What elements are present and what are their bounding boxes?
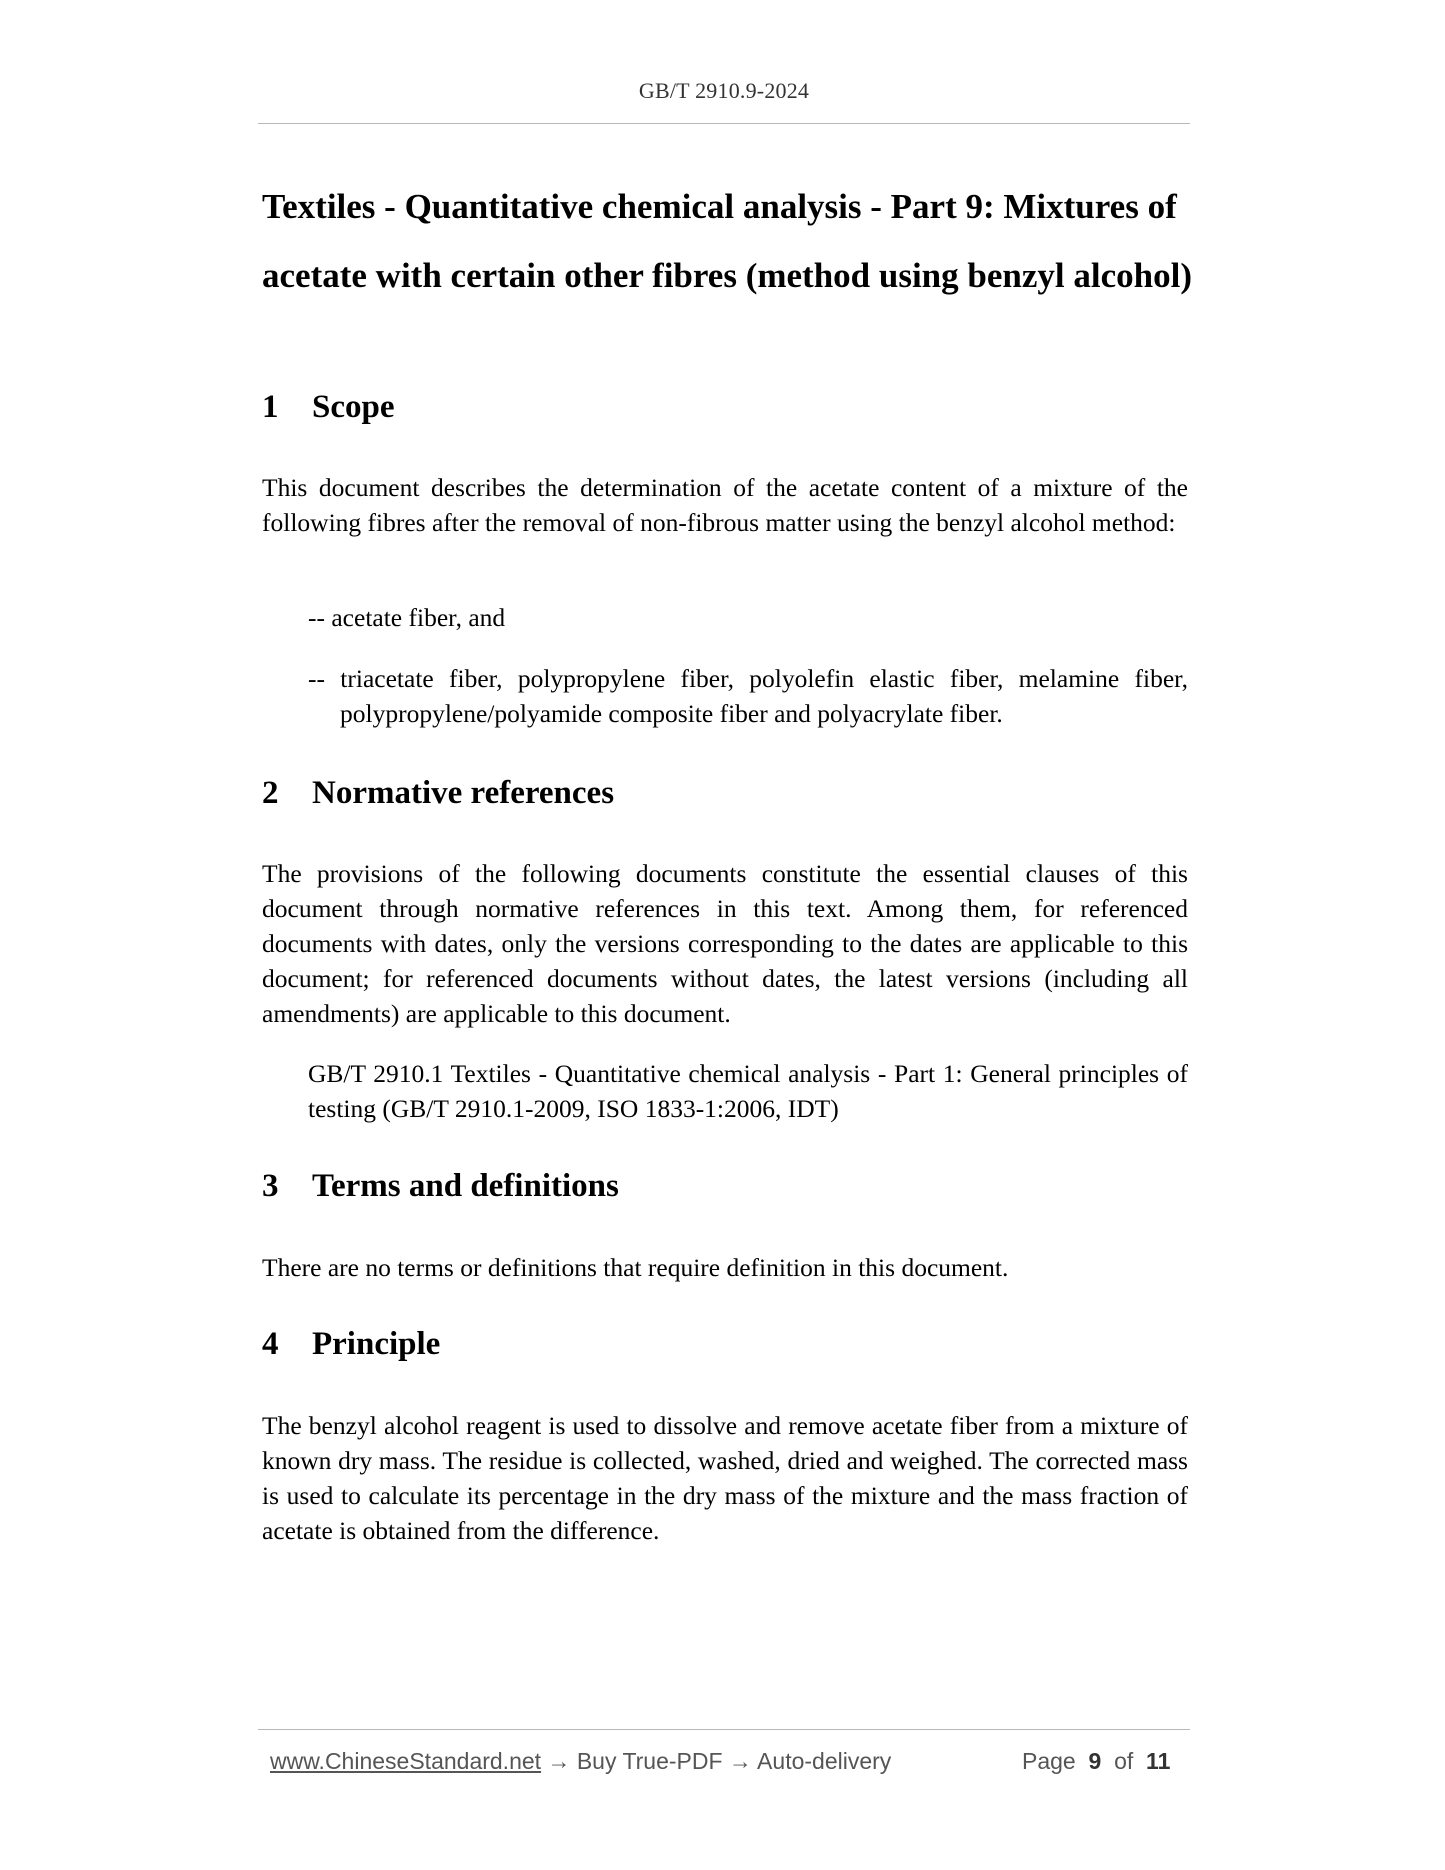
normative-paragraph: The provisions of the following documents constitute the essential clauses of this document through normative references in this text. Among them, for referenced documents with dates, only the versions corresponding to the dates are applicable to this document; for referenced documents without dates, the latest versions (including all amendments) are applicable to this document. bbox=[262, 859, 1188, 1028]
header-divider bbox=[258, 123, 1190, 124]
terms-paragraph: There are no terms or definitions that require definition in this document. bbox=[262, 1253, 1009, 1282]
website-link[interactable]: www.ChineseStandard.net bbox=[270, 1748, 542, 1774]
section-title: Scope bbox=[312, 389, 395, 425]
page-total: 11 bbox=[1146, 1748, 1171, 1774]
document-header: GB/T 2910.9-2024 bbox=[638, 78, 810, 103]
page-label: Page bbox=[1022, 1748, 1076, 1774]
footer-flow-text: → Buy True-PDF → Auto-delivery bbox=[541, 1748, 892, 1774]
page-of-label: of bbox=[1114, 1748, 1134, 1774]
section-number: 4 bbox=[262, 1326, 279, 1362]
page-current: 9 bbox=[1088, 1748, 1102, 1774]
scope-list-item: -- acetate fiber, and bbox=[308, 603, 506, 632]
section-number: 2 bbox=[262, 775, 279, 811]
section-heading-normative-references bbox=[262, 775, 614, 812]
scope-list-item: -- triacetate fiber, polypropylene fiber, polyolefin elastic fiber, melamine fiber, polypropylene/polyamide composite fiber and polyacrylate fiber. bbox=[308, 664, 1188, 728]
footer-divider bbox=[258, 1729, 1190, 1730]
principle-paragraph: The benzyl alcohol reagent is used to dissolve and remove acetate fiber from a mixture of known dry mass. The residue is collected, washed, dried and weighed. The corrected mass is used to calculate its percentage in the dry mass of the mixture and the mass fraction of acetate is obtained from the difference. bbox=[262, 1411, 1188, 1545]
footer-promo bbox=[270, 1748, 891, 1775]
section-title: Principle bbox=[312, 1326, 441, 1362]
section-number: 1 bbox=[262, 389, 279, 425]
scope-paragraph: This document describes the determination of the acetate content of a mixture of the following fibres after the removal of non-fibrous matter using the benzyl alcohol method: bbox=[262, 473, 1188, 537]
section-heading-principle bbox=[262, 1326, 440, 1363]
document-title: Textiles - Quantitative chemical analysis - Part 9: Mixtures of acetate with certain other fibres (method using benzyl alcohol) bbox=[262, 187, 1192, 295]
section-title: Normative references bbox=[312, 775, 615, 811]
normative-reference-item: GB/T 2910.1 Textiles - Quantitative chemical analysis - Part 1: General principles of testing (GB/T 2910.1-2009, ISO 1833-1:2006, IDT) bbox=[308, 1059, 1188, 1123]
section-heading-terms-and-definitions bbox=[262, 1168, 619, 1205]
section-title: Terms and definitions bbox=[312, 1168, 619, 1204]
page-indicator bbox=[1022, 1748, 1170, 1775]
section-number: 3 bbox=[262, 1168, 279, 1204]
section-heading-scope bbox=[262, 389, 395, 426]
